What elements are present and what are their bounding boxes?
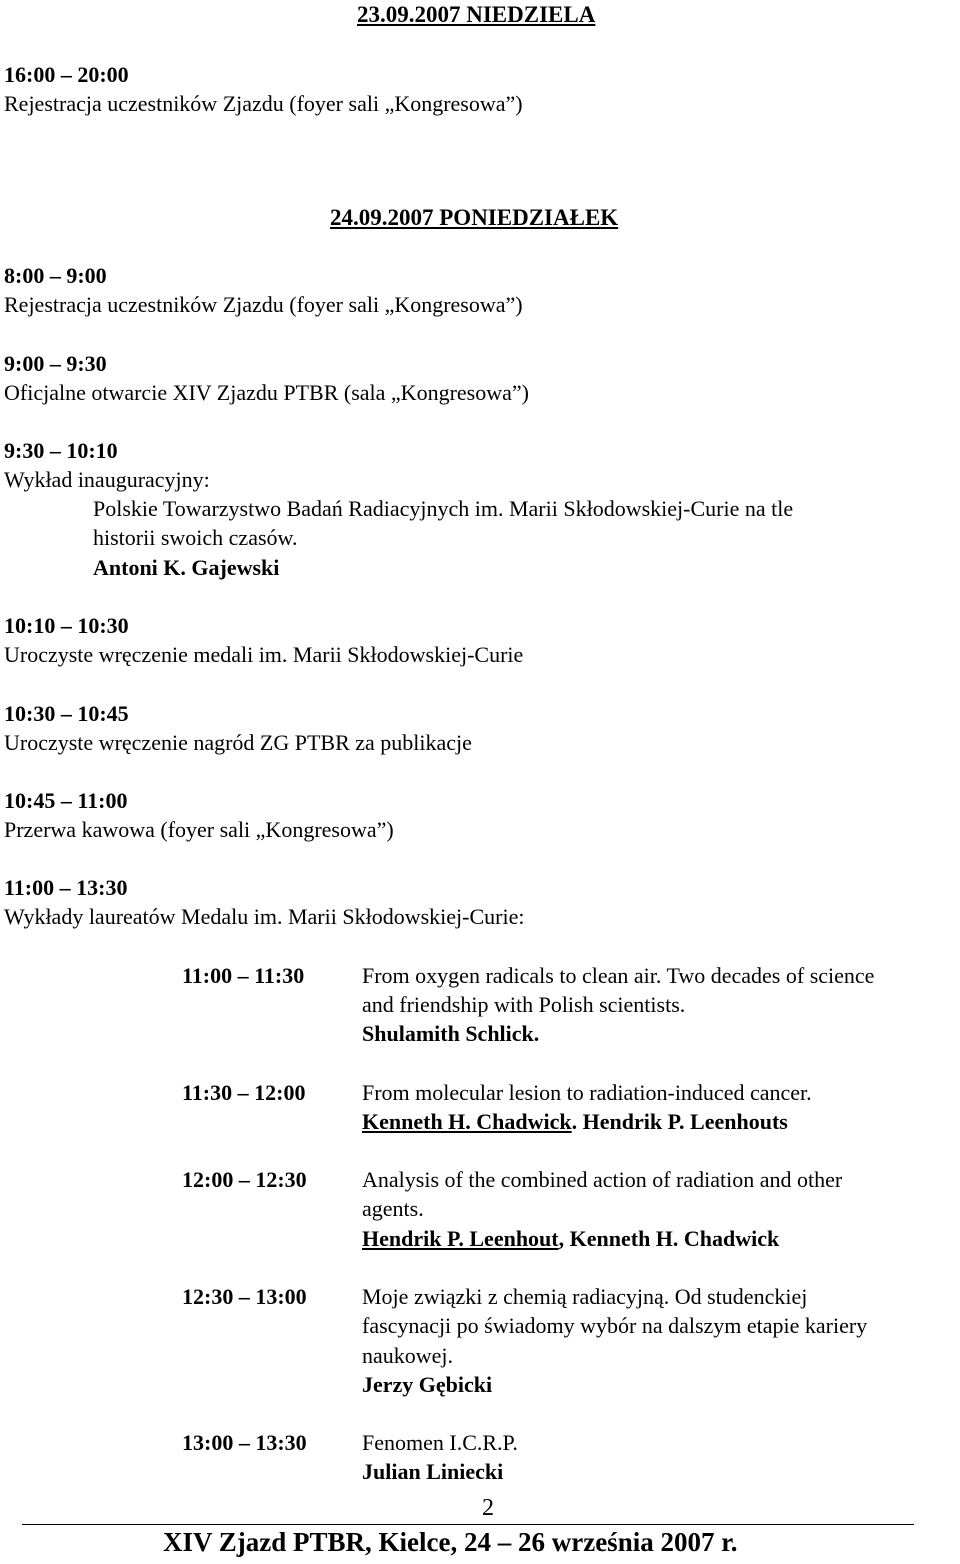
lecture-title: From molecular lesion to radiation-induced cancer. [362, 1080, 812, 1105]
item-time: 9:30 – 10:10 [4, 438, 118, 463]
item-event: Rejestracja uczestników Zjazdu (foyer sali „Kongresowa”) [4, 292, 523, 317]
page-number: 2 [482, 1495, 494, 1521]
lecture-author [362, 1107, 788, 1136]
item-time: 10:45 – 11:00 [4, 788, 128, 813]
lecture-title: Moje związki z chemią radiacyjną. Od studenckiej [362, 1284, 808, 1309]
day1-event: Rejestracja uczestników Zjazdu (foyer sali „Kongresowa”) [4, 91, 523, 116]
lecture-author: Julian Liniecki [362, 1459, 504, 1484]
lecture-author-underlined: Kenneth H. Chadwick [362, 1109, 572, 1134]
item-time: 10:30 – 10:45 [4, 701, 129, 726]
lecture-title: historii swoich czasów. [93, 525, 298, 550]
day1-header: 23.09.2007 NIEDZIELA [357, 2, 596, 27]
lecture-title: and friendship with Polish scientists. [362, 992, 686, 1017]
item-event: Przerwa kawowa (foyer sali „Kongresowa”) [4, 817, 394, 842]
day2-header: 24.09.2007 PONIEDZIAŁEK [330, 205, 619, 230]
lecture-time: 12:30 – 13:00 [182, 1284, 307, 1309]
item-time: 8:00 – 9:00 [4, 263, 107, 288]
lecture-title: Polskie Towarzystwo Badań Radiacyjnych im. Marii Skłodowskiej-Curie na tle [93, 496, 794, 521]
lecture-title: naukowej. [362, 1343, 454, 1368]
lecture-author-rest: . Hendrik P. Leenhouts [571, 1109, 788, 1134]
lecture-time: 11:30 – 12:00 [182, 1080, 306, 1105]
lecture-title: From oxygen radicals to clean air. Two decades of science [362, 963, 875, 988]
lecture-title: agents. [362, 1196, 424, 1221]
lecture-title: fascynacji po świadomy wybór na dalszym etapie kariery [362, 1313, 868, 1338]
lecture-title: Analysis of the combined action of radiation and other [362, 1167, 843, 1192]
item-event: Wykłady laureatów Medalu im. Marii Skłodowskiej-Curie: [4, 904, 525, 929]
lecture-author: Shulamith Schlick. [362, 1021, 540, 1046]
lecture-title: Fenomen I.C.R.P. [362, 1430, 518, 1455]
item-event: Oficjalne otwarcie XIV Zjazdu PTBR (sala „Kongresowa”) [4, 380, 529, 405]
item-event: Uroczyste wręczenie nagród ZG PTBR za publikacje [4, 730, 472, 755]
item-time: 11:00 – 13:30 [4, 875, 128, 900]
lecture-author-underlined: Hendrik P. Leenhout [362, 1226, 559, 1251]
lecture-author: Antoni K. Gajewski [93, 555, 280, 580]
footer-divider [22, 1524, 914, 1525]
lecture-time: 11:00 – 11:30 [182, 963, 305, 988]
lecture-author: Jerzy Gębicki [362, 1372, 493, 1397]
item-event: Uroczyste wręczenie medali im. Marii Skłodowskiej-Curie [4, 642, 524, 667]
footer-text: XIV Zjazd PTBR, Kielce, 24 – 26 września 2007 r. [163, 1527, 738, 1557]
item-event: Wykład inauguracyjny: [4, 467, 210, 492]
item-time: 9:00 – 9:30 [4, 351, 107, 376]
lecture-author [362, 1224, 779, 1253]
item-time: 10:10 – 10:30 [4, 613, 129, 638]
day1-time: 16:00 – 20:00 [4, 62, 129, 87]
lecture-time: 13:00 – 13:30 [182, 1430, 307, 1455]
lecture-author-rest: , Kenneth H. Chadwick [558, 1226, 780, 1251]
lecture-time: 12:00 – 12:30 [182, 1167, 307, 1192]
